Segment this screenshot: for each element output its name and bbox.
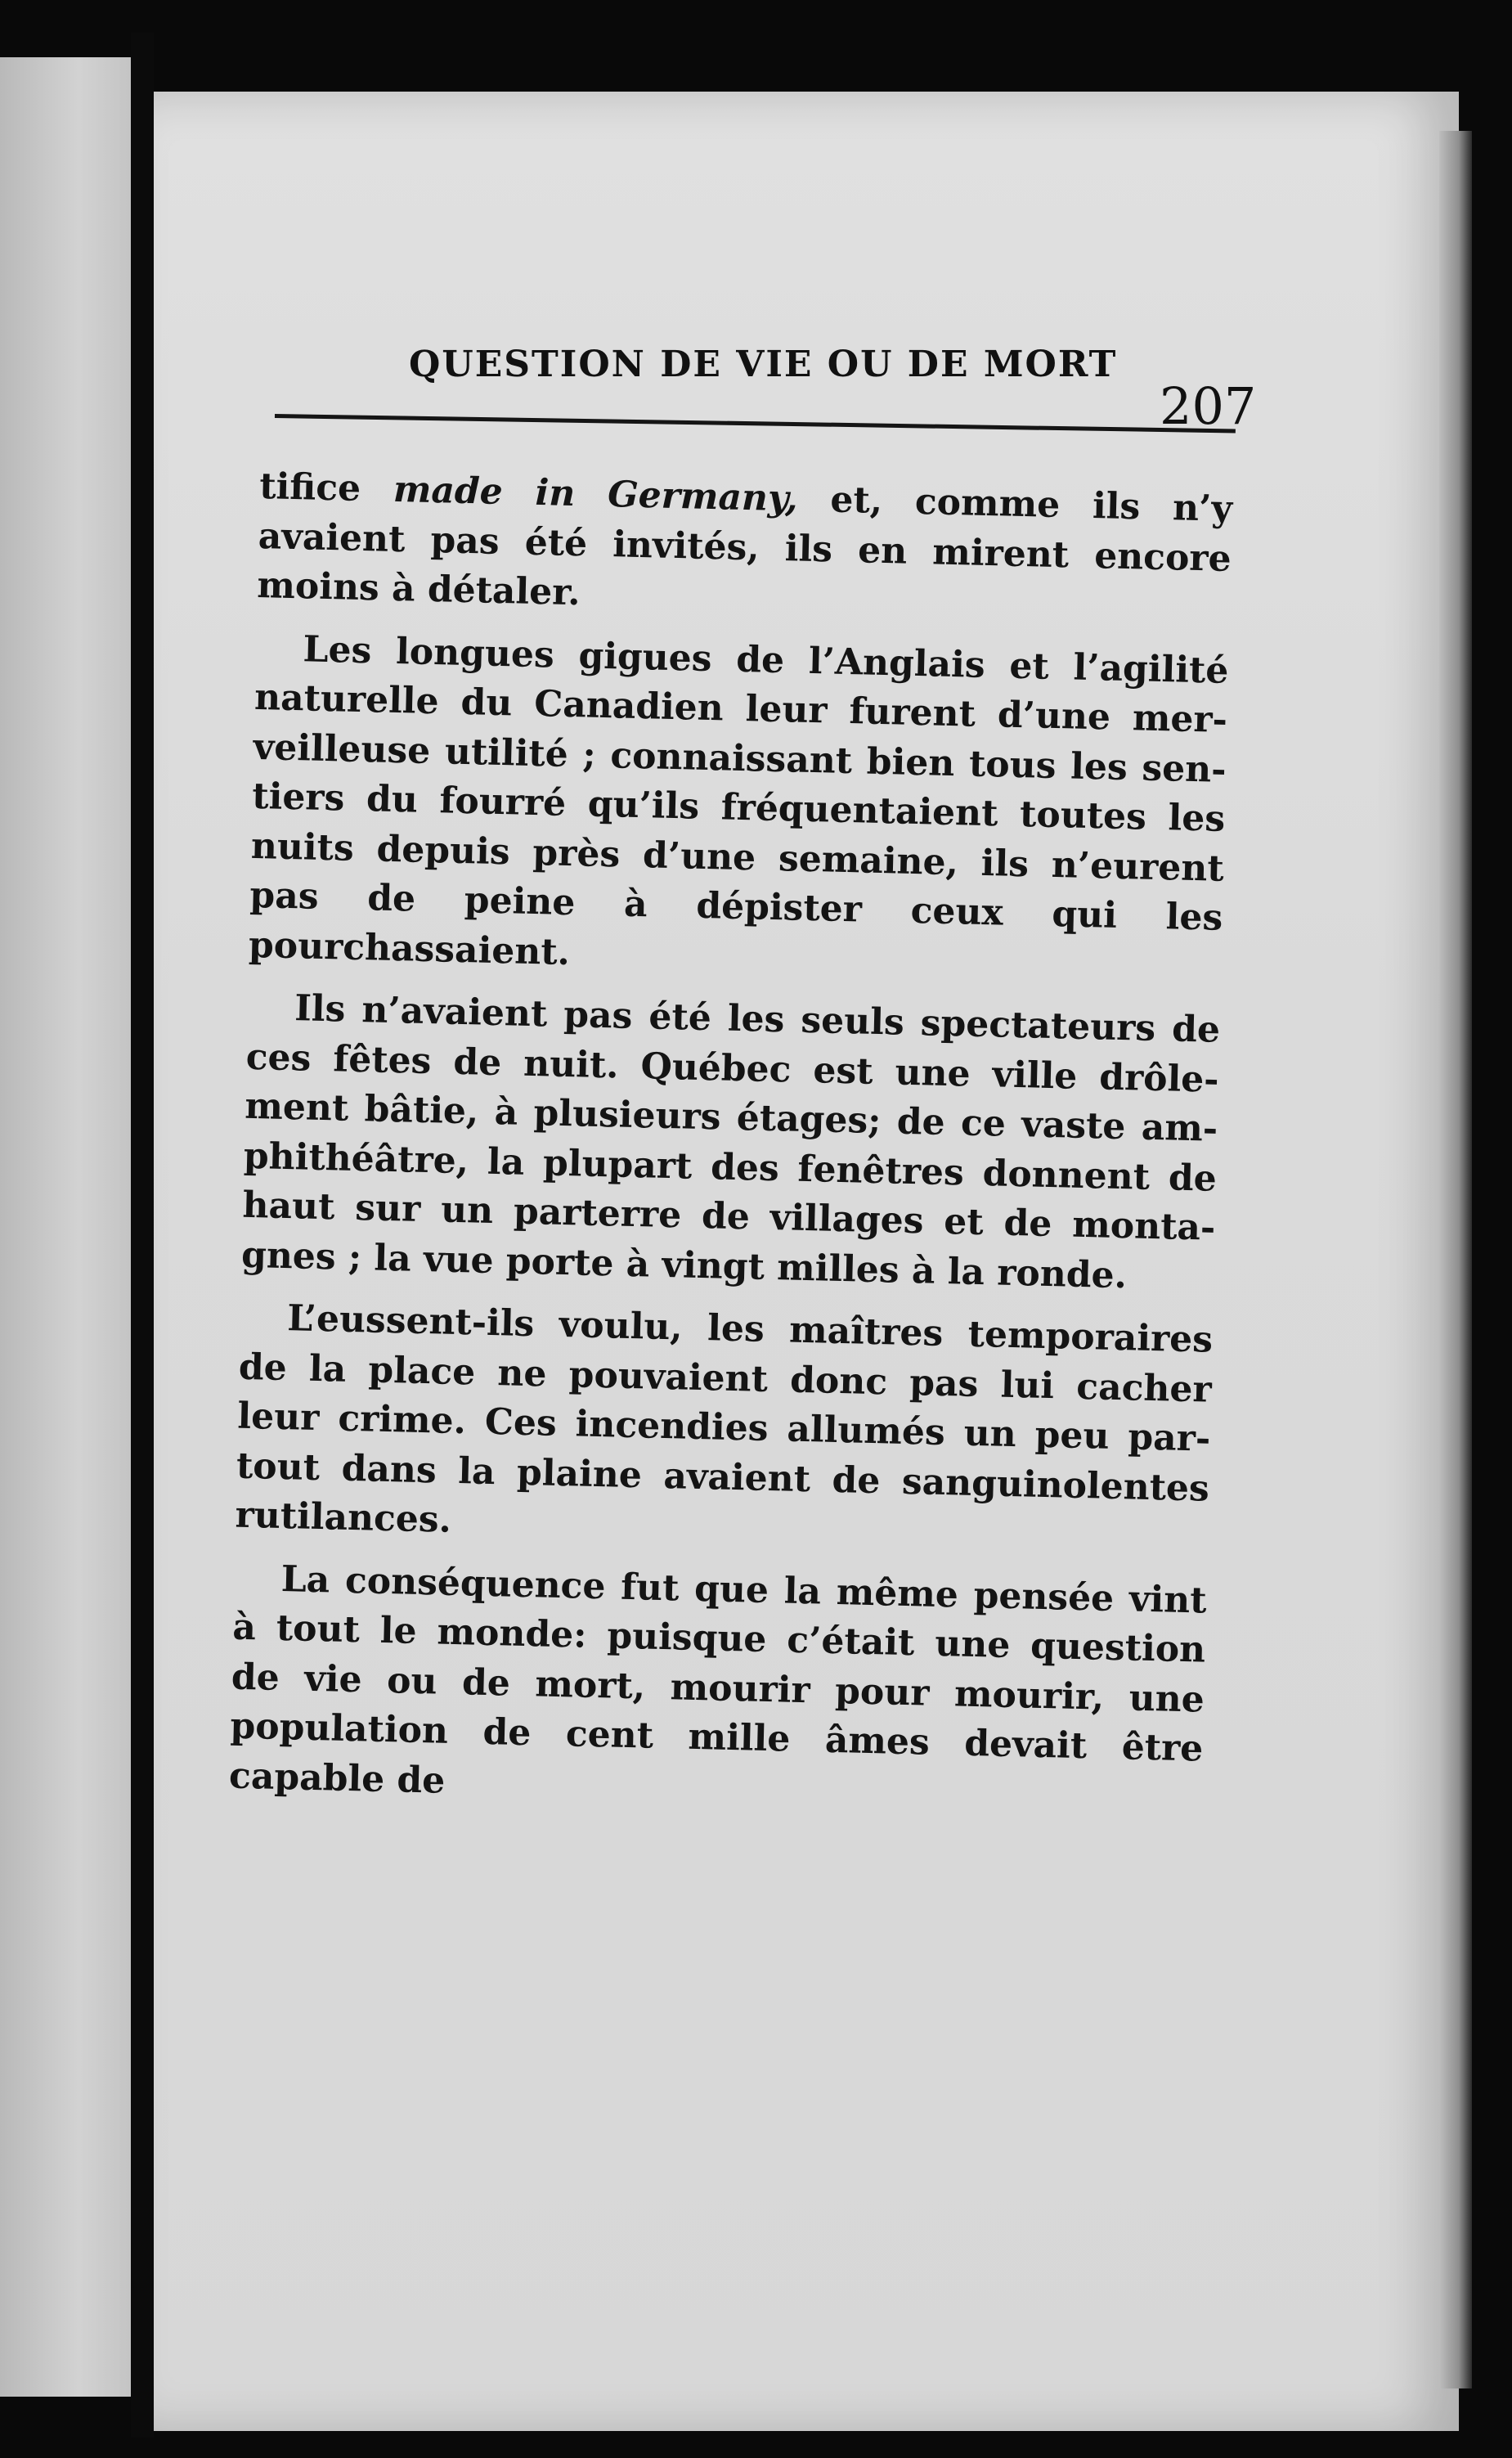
facing-page-edge <box>0 57 131 2397</box>
book-gutter <box>131 33 154 2438</box>
paragraph-1-italic: made in Germany, <box>393 468 799 520</box>
running-head: QUESTION DE VIE OU DE MORT <box>409 344 1118 385</box>
paragraph-2: Les longues gigues de l’Anglais et l’agilité naturelle du Canadien leur furent d’une merveilleuse utilité ; connaissant bien tous les sentiers du fourré qu’ils fréquentaient toutes les nuits depuis près d’une semaine, ils n’eurent pas de peine à dépister ceux qui les pourchassaient. <box>248 627 1229 973</box>
page-number: 207 <box>1160 376 1257 436</box>
page-body <box>228 462 1233 1837</box>
paragraph-1 <box>257 462 1233 633</box>
paragraph-3: Ils n’avaient pas été les seuls spectateurs de ces fêtes de nuit. Québec est une ville drôlement bâtie, à plusieurs étages; de ce vaste amphithéâtre, la plupart des fenêtres donnent de haut sur un parterre de villages et de montagnes ; la vue porte à vingt milles à la ronde. <box>240 987 1221 1296</box>
paragraph-4: L’eussent-ils voulu, les maîtres temporaires de la place ne pouvaient donc pas lui cacher leur crime. Ces incendies allumés un peu partout dans la plaine avaient de sanguinolentes rutilances. <box>235 1297 1214 1541</box>
page-fore-edge <box>1439 131 1472 2388</box>
paragraph-1-end: et, comme ils n’y avaient pas été invités, ils en mirent encore moins à détaler. <box>256 478 1233 614</box>
paragraph-1-start: tifice <box>258 465 394 510</box>
paragraph-5: La conséquence fut que la même pensée vint à tout le monde: puisque c’était une question de vie ou de mort, mourir pour mourir, une population de cent mille âmes devait être capable de <box>228 1557 1208 1802</box>
